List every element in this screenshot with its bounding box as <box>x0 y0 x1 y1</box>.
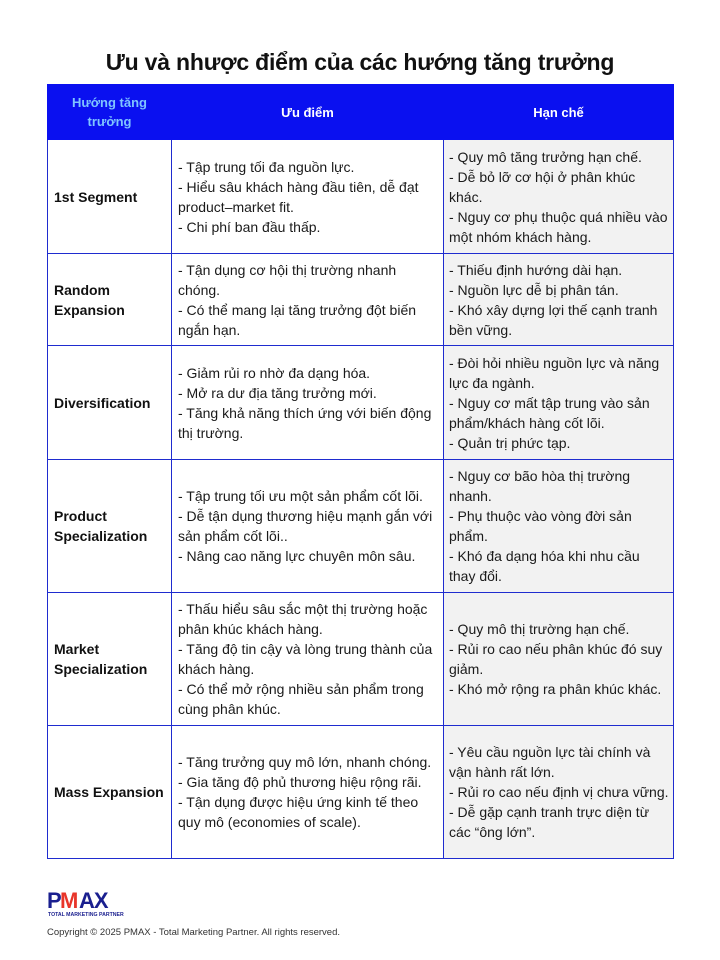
svg-text:TOTAL MARKETING PARTNER: TOTAL MARKETING PARTNER <box>48 912 124 918</box>
limitations-cell <box>444 140 674 254</box>
limitations-cell <box>444 726 674 859</box>
limitation-item: - Quản trị phức tạp. <box>449 434 571 451</box>
advantage-item: - Tăng khả năng thích ứng với biến động thị trường. <box>178 404 432 441</box>
page-title: Ưu và nhược điểm của các hướng tăng trưởng <box>105 49 615 75</box>
limitations-cell <box>444 460 674 593</box>
advantages-cell <box>172 726 444 859</box>
table-row <box>48 140 674 254</box>
advantage-item: - Chi phí ban đầu thấp. <box>178 218 321 235</box>
limitation-item: - Yêu cầu nguồn lực tài chính và vận hành rất lớn. <box>449 744 651 780</box>
limitation-item: - Khó xây dựng lợi thế cạnh tranh bền vững. <box>449 301 658 338</box>
header-row <box>48 85 674 140</box>
header-advantages: Ưu điểm <box>172 85 444 140</box>
limitation-item: - Dễ gặp cạnh tranh trực diện từ các “ông lớn”. <box>449 804 650 840</box>
limitation-item: - Dễ bỏ lỡ cơ hội ở phân khúc khác. <box>449 168 636 205</box>
table-row <box>48 460 674 593</box>
advantage-item: - Tăng trưởng quy mô lớn, nhanh chóng. <box>178 754 432 770</box>
comparison-table <box>47 84 674 859</box>
table-row <box>48 254 674 346</box>
limitation-item: - Quy mô tăng trưởng hạn chế. <box>449 148 642 165</box>
limitation-item: - Nguồn lực dễ bị phân tán. <box>449 281 619 298</box>
advantage-item: - Thấu hiểu sâu sắc một thị trường hoặc phân khúc khách hàng. <box>178 601 428 637</box>
limitation-item: - Nguy cơ mất tập trung vào sản phẩm/khách hàng cốt lõi. <box>449 394 650 431</box>
limitation-item: - Quy mô thị trường hạn chế. <box>449 621 630 637</box>
svg-text:M: M <box>60 888 78 913</box>
limitations-cell <box>444 254 674 346</box>
limitation-item: - Rủi ro cao nếu phân khúc đó suy giảm. <box>449 641 663 677</box>
copyright-text: Copyright © 2025 PMAX - Total Marketing Partner. All rights reserved. <box>47 927 341 938</box>
segment-cell: Product Specialization <box>48 460 172 593</box>
limitation-item: - Thiếu định hướng dài hạn. <box>449 261 623 278</box>
limitation-item: - Đòi hỏi nhiều nguồn lực và năng lực đa ngành. <box>449 354 660 391</box>
segment-cell: Market Specialization <box>48 593 172 726</box>
table-row <box>48 593 674 726</box>
limitation-item: - Khó đa dạng hóa khi nhu cầu thay đổi. <box>449 548 640 584</box>
segment-cell: 1st Segment <box>48 140 172 254</box>
segment-cell: Random Expansion <box>48 254 172 346</box>
limitation-item: - Nguy cơ bão hòa thị trường nhanh. <box>449 468 631 504</box>
advantages-cell <box>172 254 444 346</box>
table-row <box>48 726 674 859</box>
advantage-item: - Tập trung tối ưu một sản phẩm cốt lõi. <box>178 488 423 504</box>
header-limitations: Hạn chế <box>444 85 674 140</box>
table-header <box>48 85 674 140</box>
advantage-item: - Có thể mở rộng nhiều sản phẩm trong cùng phân khúc. <box>178 681 424 717</box>
advantage-item: - Nâng cao năng lực chuyên môn sâu. <box>178 548 416 564</box>
advantage-item: - Tận dụng được hiệu ứng kinh tế theo quy mô (economies of scale). <box>178 794 419 830</box>
header-growth-direction: Hướng tăng trưởng <box>48 85 172 140</box>
advantages-cell <box>172 346 444 460</box>
limitations-cell <box>444 593 674 726</box>
advantages-cell <box>172 140 444 254</box>
limitation-item: - Phụ thuộc vào vòng đời sản phẩm. <box>449 508 632 544</box>
advantage-item: - Tập trung tối đa nguồn lực. <box>178 158 355 175</box>
limitation-item: - Rủi ro cao nếu định vị chưa vững. <box>449 784 669 800</box>
advantage-item: - Mở ra dư địa tăng trưởng mới. <box>178 384 377 401</box>
advantages-cell <box>172 593 444 726</box>
pmax-logo <box>47 888 127 918</box>
limitations-cell <box>444 346 674 460</box>
svg-text:P: P <box>47 888 61 913</box>
advantages-cell <box>172 460 444 593</box>
advantage-item: - Giảm rủi ro nhờ đa dạng hóa. <box>178 364 371 381</box>
table-row <box>48 346 674 460</box>
advantage-item: - Gia tăng độ phủ thương hiệu rộng rãi. <box>178 774 422 790</box>
table-body <box>48 140 674 859</box>
advantage-item: - Tăng độ tin cậy và lòng trung thành của khách hàng. <box>178 641 433 677</box>
limitation-item: - Khó mở rộng ra phân khúc khác. <box>449 681 662 697</box>
advantage-item: - Tận dụng cơ hội thị trường nhanh chóng. <box>178 261 397 298</box>
limitation-item: - Nguy cơ phụ thuộc quá nhiều vào một nhóm khách hàng. <box>449 208 668 245</box>
advantage-item: - Hiểu sâu khách hàng đầu tiên, dễ đạt product–market fit. <box>178 178 419 215</box>
segment-cell: Mass Expansion <box>48 726 172 859</box>
svg-text:AX: AX <box>79 888 108 913</box>
advantage-item: - Có thể mang lại tăng trưởng đột biến ngắn hạn. <box>178 301 417 338</box>
advantage-item: - Dễ tận dụng thương hiệu mạnh gắn với sản phẩm cốt lõi.. <box>178 508 433 544</box>
segment-cell: Diversification <box>48 346 172 460</box>
